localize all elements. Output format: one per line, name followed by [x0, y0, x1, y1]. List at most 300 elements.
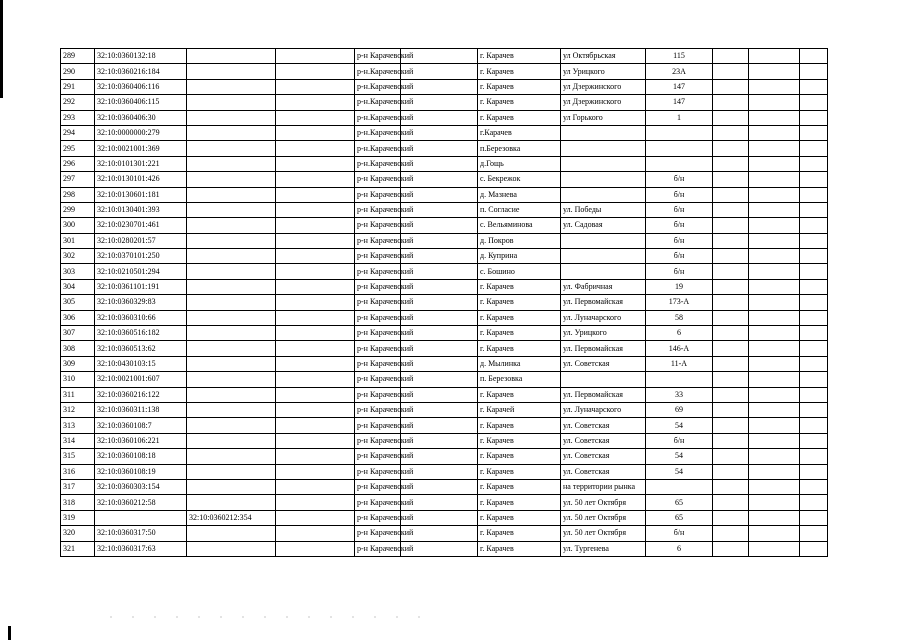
- empty-cell: [713, 433, 749, 448]
- table-row: [61, 541, 828, 556]
- additional-cadastral-number: [187, 141, 276, 156]
- district: р-н Карачевский: [355, 356, 401, 371]
- row-number: 311: [61, 387, 95, 402]
- district: р-н Карачевский: [355, 433, 401, 448]
- district: р-н.Карачевский: [355, 156, 401, 171]
- street: ул. Луначарского: [561, 402, 646, 417]
- street: ул Дзержинского: [561, 95, 646, 110]
- empty-cell: [713, 464, 749, 479]
- house-number: 65: [646, 495, 713, 510]
- house-number: 146-А: [646, 341, 713, 356]
- table-row: [61, 279, 828, 294]
- district: р-н Карачевский: [355, 495, 401, 510]
- empty-cell: [749, 387, 800, 402]
- street: ул. Тургенева: [561, 541, 646, 556]
- empty-cell: [800, 187, 828, 202]
- district: р-н.Карачевский: [355, 95, 401, 110]
- house-number: 115: [646, 49, 713, 64]
- empty-cell: [713, 233, 749, 248]
- empty-cell: [713, 172, 749, 187]
- empty-cell: [749, 418, 800, 433]
- settlement: г. Карачев: [478, 341, 561, 356]
- additional-cadastral-number: [187, 479, 276, 494]
- cadastral-number: 32:10:0360216:122: [95, 387, 187, 402]
- empty-cell: [800, 202, 828, 217]
- row-number: 306: [61, 310, 95, 325]
- street: ул. Садовая: [561, 218, 646, 233]
- empty-cell: [800, 95, 828, 110]
- empty-cell: [800, 233, 828, 248]
- cadastral-number: 32:10:0280201:57: [95, 233, 187, 248]
- scan-edge-mark-top: [0, 0, 3, 98]
- settlement: г. Карачев: [478, 541, 561, 556]
- district: р-н Карачевский: [355, 279, 401, 294]
- empty-cell: [713, 341, 749, 356]
- settlement: п. Согласие: [478, 202, 561, 217]
- house-number: 147: [646, 79, 713, 94]
- settlement: д.Гощь: [478, 156, 561, 171]
- settlement: г. Карачев: [478, 295, 561, 310]
- row-number: 317: [61, 479, 95, 494]
- cadastral-number: 32:10:0130401:393: [95, 202, 187, 217]
- additional-cadastral-number: [187, 64, 276, 79]
- additional-cadastral-number: [187, 125, 276, 140]
- house-number: 11-А: [646, 356, 713, 371]
- additional-cadastral-number: [187, 464, 276, 479]
- district: р-н Карачевский: [355, 479, 401, 494]
- row-number: 320: [61, 526, 95, 541]
- cadastral-number: 32:10:0360317:50: [95, 526, 187, 541]
- house-number: [646, 372, 713, 387]
- empty-cell: [713, 387, 749, 402]
- additional-cadastral-number: [187, 449, 276, 464]
- table-row: [61, 49, 828, 64]
- cadastral-number: 32:10:0101301:221: [95, 156, 187, 171]
- settlement: д. Покров: [478, 233, 561, 248]
- street: ул. 50 лет Октября: [561, 510, 646, 525]
- row-number: 297: [61, 172, 95, 187]
- house-number: 54: [646, 418, 713, 433]
- district: р-н Карачевский: [355, 49, 401, 64]
- settlement: г. Карачев: [478, 310, 561, 325]
- street: ул Октябрьская: [561, 49, 646, 64]
- settlement: г. Карачев: [478, 464, 561, 479]
- district: р-н Карачевский: [355, 295, 401, 310]
- table-row: [61, 233, 828, 248]
- empty-cell: [276, 526, 355, 541]
- row-number: 318: [61, 495, 95, 510]
- empty-cell: [749, 279, 800, 294]
- empty-cell: [800, 64, 828, 79]
- district: р-н Карачевский: [355, 418, 401, 433]
- additional-cadastral-number: [187, 202, 276, 217]
- additional-cadastral-number: [187, 218, 276, 233]
- empty-cell: [800, 495, 828, 510]
- house-number: 1: [646, 110, 713, 125]
- row-number: 294: [61, 125, 95, 140]
- street: ул. 50 лет Октября: [561, 495, 646, 510]
- table-row: [61, 464, 828, 479]
- empty-cell: [713, 79, 749, 94]
- cadastral-number: 32:10:0360310:66: [95, 310, 187, 325]
- house-number: 54: [646, 464, 713, 479]
- row-number: 305: [61, 295, 95, 310]
- settlement: г. Карачев: [478, 510, 561, 525]
- empty-cell: [276, 326, 355, 341]
- empty-cell: [276, 310, 355, 325]
- street: [561, 156, 646, 171]
- settlement: г. Карачев: [478, 387, 561, 402]
- cadastral-number: 32:10:0360106:221: [95, 433, 187, 448]
- cadastral-number: 32:10:0360311:138: [95, 402, 187, 417]
- settlement: г.Карачев: [478, 125, 561, 140]
- cadastral-number: 32:10:0360132:18: [95, 49, 187, 64]
- empty-cell: [749, 64, 800, 79]
- empty-cell: [749, 95, 800, 110]
- row-number: 296: [61, 156, 95, 171]
- cadastral-number: 32:10:0360406:116: [95, 79, 187, 94]
- row-number: 314: [61, 433, 95, 448]
- settlement: г. Карачей: [478, 402, 561, 417]
- row-number: 290: [61, 64, 95, 79]
- empty-cell: [800, 249, 828, 264]
- empty-cell: [749, 233, 800, 248]
- empty-cell: [276, 372, 355, 387]
- street: [561, 264, 646, 279]
- settlement: д. Куприна: [478, 249, 561, 264]
- empty-cell: [800, 418, 828, 433]
- district: р-н Карачевский: [355, 464, 401, 479]
- additional-cadastral-number: [187, 310, 276, 325]
- district: р-н Карачевский: [355, 187, 401, 202]
- settlement: с. Бекрежок: [478, 172, 561, 187]
- row-number: 292: [61, 95, 95, 110]
- district: р-н Карачевский: [355, 326, 401, 341]
- empty-cell: [276, 418, 355, 433]
- empty-cell: [749, 79, 800, 94]
- house-number: б/н: [646, 433, 713, 448]
- empty-cell: [800, 156, 828, 171]
- empty-cell: [713, 449, 749, 464]
- house-number: б/н: [646, 218, 713, 233]
- house-number: 6: [646, 541, 713, 556]
- additional-cadastral-number: [187, 249, 276, 264]
- empty-cell: [713, 541, 749, 556]
- settlement: г. Карачев: [478, 49, 561, 64]
- row-number: 304: [61, 279, 95, 294]
- empty-cell: [749, 264, 800, 279]
- row-number: 316: [61, 464, 95, 479]
- street: ул. Советская: [561, 433, 646, 448]
- empty-cell: [800, 310, 828, 325]
- table-row: [61, 402, 828, 417]
- street: [561, 249, 646, 264]
- additional-cadastral-number: [187, 495, 276, 510]
- empty-cell: [749, 172, 800, 187]
- empty-cell: [800, 402, 828, 417]
- table-row: [61, 449, 828, 464]
- table-row: [61, 479, 828, 494]
- additional-cadastral-number: [187, 372, 276, 387]
- empty-cell: [276, 510, 355, 525]
- house-number: 147: [646, 95, 713, 110]
- additional-cadastral-number: [187, 418, 276, 433]
- empty-cell: [713, 125, 749, 140]
- empty-cell: [276, 110, 355, 125]
- empty-cell: [800, 264, 828, 279]
- empty-cell: [749, 341, 800, 356]
- table-row: [61, 249, 828, 264]
- cadastral-number: 32:10:0360108:7: [95, 418, 187, 433]
- street: ул. Советская: [561, 418, 646, 433]
- cadastral-number: 32:10:0210501:294: [95, 264, 187, 279]
- street: на территории рынка: [561, 479, 646, 494]
- empty-cell: [276, 541, 355, 556]
- cadastral-number: 32:10:0360317:63: [95, 541, 187, 556]
- street: [561, 233, 646, 248]
- table-row: [61, 218, 828, 233]
- district: р-н.Карачевский: [355, 79, 401, 94]
- house-number: [646, 156, 713, 171]
- row-number: 313: [61, 418, 95, 433]
- empty-cell: [713, 372, 749, 387]
- empty-cell: [713, 295, 749, 310]
- table-row: [61, 95, 828, 110]
- table-row: [61, 372, 828, 387]
- cadastral-number: [95, 510, 187, 525]
- row-number: 321: [61, 541, 95, 556]
- row-number: 310: [61, 372, 95, 387]
- empty-cell: [749, 464, 800, 479]
- table-row: [61, 310, 828, 325]
- settlement: г. Карачев: [478, 110, 561, 125]
- empty-cell: [713, 402, 749, 417]
- additional-cadastral-number: [187, 172, 276, 187]
- row-number: 302: [61, 249, 95, 264]
- empty-cell: [749, 156, 800, 171]
- district: р-н Карачевский: [355, 402, 401, 417]
- street: ул. Фабричная: [561, 279, 646, 294]
- empty-cell: [713, 64, 749, 79]
- settlement: г. Карачев: [478, 279, 561, 294]
- cadastral-number: 32:10:0360303:154: [95, 479, 187, 494]
- street: ул. Первомайская: [561, 387, 646, 402]
- table-row: [61, 433, 828, 448]
- empty-cell: [276, 64, 355, 79]
- additional-cadastral-number: 32:10:0360212:354: [187, 510, 276, 525]
- street: [561, 125, 646, 140]
- empty-cell: [749, 402, 800, 417]
- street: [561, 141, 646, 156]
- district: р-н Карачевский: [355, 372, 401, 387]
- row-number: 312: [61, 402, 95, 417]
- settlement: д. Мылинка: [478, 356, 561, 371]
- table-row: [61, 356, 828, 371]
- empty-cell: [749, 356, 800, 371]
- empty-cell: [749, 125, 800, 140]
- empty-cell: [800, 218, 828, 233]
- row-number: 293: [61, 110, 95, 125]
- district: р-н.Карачевский: [355, 110, 401, 125]
- table-row: [61, 125, 828, 140]
- row-number: 295: [61, 141, 95, 156]
- empty-cell: [713, 110, 749, 125]
- settlement: г. Карачев: [478, 495, 561, 510]
- empty-cell: [276, 402, 355, 417]
- empty-cell: [749, 326, 800, 341]
- row-number: 308: [61, 341, 95, 356]
- district: р-н Карачевский: [355, 449, 401, 464]
- empty-cell: [276, 218, 355, 233]
- district: р-н Карачевский: [355, 249, 401, 264]
- registry-table: [60, 48, 828, 557]
- scan-edge-mark-bottom: [8, 626, 11, 640]
- empty-cell: [749, 187, 800, 202]
- table-row: [61, 264, 828, 279]
- empty-cell: [749, 479, 800, 494]
- street: ул. Советская: [561, 356, 646, 371]
- empty-cell: [276, 141, 355, 156]
- cadastral-number: 32:10:0360406:30: [95, 110, 187, 125]
- row-number: 319: [61, 510, 95, 525]
- table-row: [61, 387, 828, 402]
- house-number: 173-А: [646, 295, 713, 310]
- empty-cell: [276, 464, 355, 479]
- empty-cell: [800, 449, 828, 464]
- settlement: п.Березовка: [478, 141, 561, 156]
- street: ул. Луначарского: [561, 310, 646, 325]
- additional-cadastral-number: [187, 356, 276, 371]
- street: [561, 187, 646, 202]
- table-row: [61, 202, 828, 217]
- cadastral-number: 32:10:0021001:369: [95, 141, 187, 156]
- empty-cell: [713, 418, 749, 433]
- empty-cell: [276, 95, 355, 110]
- empty-cell: [713, 202, 749, 217]
- row-number: 300: [61, 218, 95, 233]
- empty-cell: [800, 110, 828, 125]
- empty-cell: [713, 310, 749, 325]
- additional-cadastral-number: [187, 541, 276, 556]
- empty-cell: [749, 526, 800, 541]
- street: [561, 172, 646, 187]
- empty-cell: [276, 341, 355, 356]
- row-number: 303: [61, 264, 95, 279]
- additional-cadastral-number: [187, 387, 276, 402]
- empty-cell: [800, 49, 828, 64]
- house-number: б/н: [646, 172, 713, 187]
- row-number: 309: [61, 356, 95, 371]
- settlement: г. Карачев: [478, 479, 561, 494]
- empty-cell: [276, 249, 355, 264]
- additional-cadastral-number: [187, 110, 276, 125]
- additional-cadastral-number: [187, 279, 276, 294]
- additional-cadastral-number: [187, 341, 276, 356]
- house-number: 58: [646, 310, 713, 325]
- empty-cell: [276, 449, 355, 464]
- empty-cell: [713, 479, 749, 494]
- table-row: [61, 79, 828, 94]
- settlement: п. Березовка: [478, 372, 561, 387]
- additional-cadastral-number: [187, 187, 276, 202]
- cadastral-number: 32:10:0360406:115: [95, 95, 187, 110]
- house-number: 54: [646, 449, 713, 464]
- table-row: [61, 156, 828, 171]
- table-row: [61, 64, 828, 79]
- district: р-н Карачевский: [355, 218, 401, 233]
- cadastral-number: 32:10:0430103:15: [95, 356, 187, 371]
- empty-cell: [276, 125, 355, 140]
- empty-cell: [713, 249, 749, 264]
- cadastral-number: 32:10:0361101:191: [95, 279, 187, 294]
- street: [561, 372, 646, 387]
- empty-cell: [276, 172, 355, 187]
- empty-cell: [276, 479, 355, 494]
- empty-cell: [713, 187, 749, 202]
- empty-cell: [800, 387, 828, 402]
- empty-cell: [800, 372, 828, 387]
- district: р-н Карачевский: [355, 510, 401, 525]
- cadastral-number: 32:10:0360516:182: [95, 326, 187, 341]
- settlement: г. Карачев: [478, 433, 561, 448]
- row-number: 291: [61, 79, 95, 94]
- street: ул. 50 лет Октября: [561, 526, 646, 541]
- empty-cell: [713, 95, 749, 110]
- empty-cell: [749, 249, 800, 264]
- row-number: 307: [61, 326, 95, 341]
- empty-cell: [800, 464, 828, 479]
- empty-cell: [749, 372, 800, 387]
- empty-cell: [800, 295, 828, 310]
- street: ул. Советская: [561, 449, 646, 464]
- street: ул. Первомайская: [561, 295, 646, 310]
- street: ул Урицкого: [561, 64, 646, 79]
- table-row: [61, 510, 828, 525]
- empty-cell: [800, 341, 828, 356]
- additional-cadastral-number: [187, 79, 276, 94]
- street: ул. Первомайская: [561, 341, 646, 356]
- row-number: 301: [61, 233, 95, 248]
- cadastral-number: 32:10:0360513:62: [95, 341, 187, 356]
- empty-cell: [713, 156, 749, 171]
- empty-cell: [713, 264, 749, 279]
- district: р-н.Карачевский: [355, 64, 401, 79]
- empty-cell: [713, 495, 749, 510]
- cadastral-number: 32:10:0360216:184: [95, 64, 187, 79]
- row-number: 289: [61, 49, 95, 64]
- empty-cell: [800, 79, 828, 94]
- settlement: с. Бошино: [478, 264, 561, 279]
- empty-cell: [276, 295, 355, 310]
- cadastral-number: 32:10:0130101:426: [95, 172, 187, 187]
- empty-cell: [276, 233, 355, 248]
- additional-cadastral-number: [187, 402, 276, 417]
- empty-cell: [800, 172, 828, 187]
- empty-cell: [276, 79, 355, 94]
- street: ул. Урицкого: [561, 326, 646, 341]
- additional-cadastral-number: [187, 326, 276, 341]
- empty-cell: [713, 356, 749, 371]
- table-row: [61, 495, 828, 510]
- empty-cell: [749, 541, 800, 556]
- cadastral-number: 32:10:0130601:181: [95, 187, 187, 202]
- district: р-н Карачевский: [355, 264, 401, 279]
- row-number: 298: [61, 187, 95, 202]
- settlement: г. Карачев: [478, 79, 561, 94]
- table-row: [61, 110, 828, 125]
- house-number: б/н: [646, 526, 713, 541]
- cadastral-number: 32:10:0370101:250: [95, 249, 187, 264]
